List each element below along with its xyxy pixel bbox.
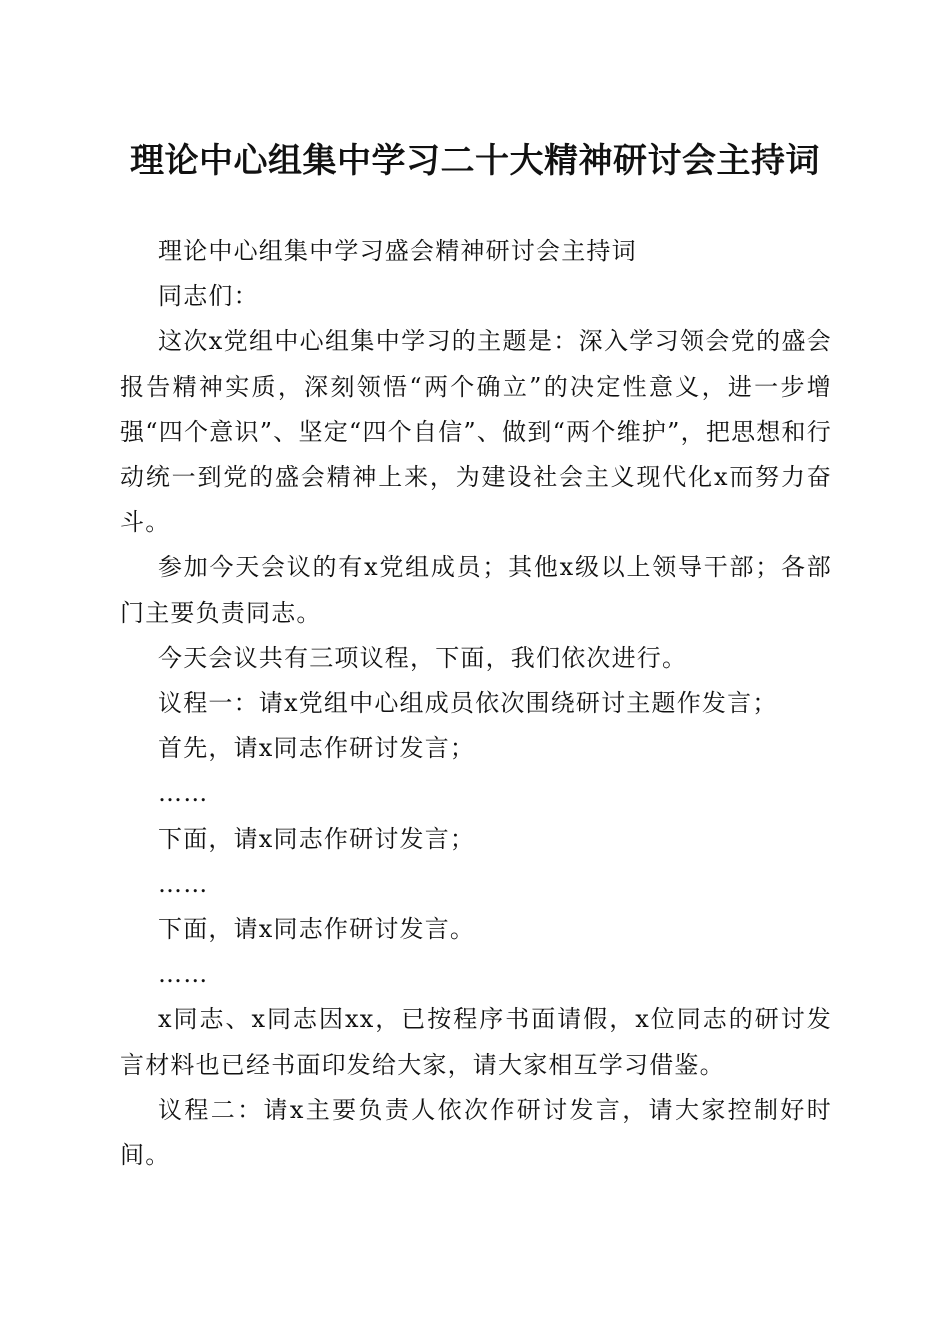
document-body xyxy=(120,229,832,1178)
paragraph-subtitle: 理论中心组集中学习盛会精神研讨会主持词 xyxy=(158,237,637,265)
paragraph-leave-notice: x同志、x同志因xx，已按程序书面请假，x位同志的研讨发言材料也已经书面印发给大家，请大家相互学习借鉴。 xyxy=(120,1005,832,1079)
paragraph-agenda-intro: 今天会议共有三项议程，下面，我们依次进行。 xyxy=(158,643,688,672)
paragraph-theme: 这次x党组中心组集中学习的主题是：深入学习领会党的盛会报告精神实质，深刻领悟“两个确立”的决定性意义，进一步增强“四个意识”、坚定“四个自信”、做到“两个维护”，把思想和行动统一到党的盛会精神上来，为建设社会主义现代化x而努力奋斗。 xyxy=(120,327,832,537)
paragraph-last-speaker: 下面，请x同志作研讨发言。 xyxy=(158,915,476,944)
paragraph-attendees: 参加今天会议的有x党组成员；其他x级以上领导干部；各部门主要负责同志。 xyxy=(120,553,832,627)
paragraph-next-speaker: 下面，请x同志作研讨发言； xyxy=(158,824,476,853)
paragraph-agenda-item-1: 议程一：请x党组中心组成员依次围绕研讨主题作发言； xyxy=(158,689,778,718)
document-title: 理论中心组集中学习二十大精神研讨会主持词 xyxy=(130,141,820,181)
paragraph-agenda-item-2: 议程二：请x主要负责人依次作研讨发言，请大家控制好时间。 xyxy=(120,1095,832,1170)
paragraph-ellipsis: …… xyxy=(158,779,209,808)
paragraph-first-speaker: 首先，请x同志作研讨发言； xyxy=(158,734,476,763)
paragraph-salutation: 同志们： xyxy=(158,282,259,311)
paragraph-ellipsis: …… xyxy=(158,960,209,989)
paragraph-ellipsis: …… xyxy=(158,869,209,898)
